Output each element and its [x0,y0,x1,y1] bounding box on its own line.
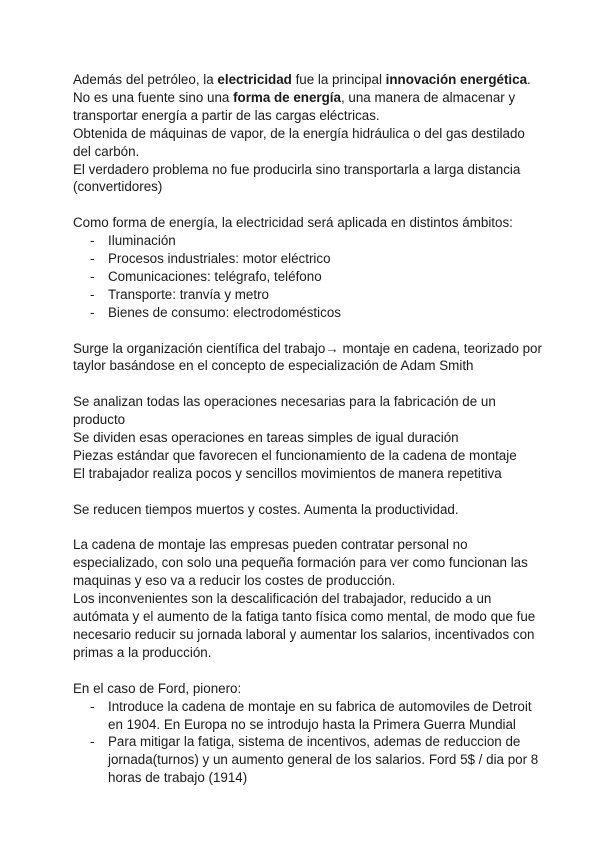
list-item: - Bienes de consumo: electrodomésticos [73,304,543,322]
paragraph-assembly-line [73,536,543,661]
text-line [73,71,543,89]
bullet-list-applications [73,232,543,322]
text-line: La cadena de montaje las empresas pueden contratar personal no especializado, con solo una pequeña formación para ver como funcionan las maquinas y eso va a reducir los costes de producción. [73,537,528,589]
text-line [73,89,543,125]
text-span: . [527,72,531,87]
text-line: Se dividen esas operaciones en tareas simples de igual duración [73,430,459,446]
bold-text: innovación energética [385,72,528,87]
list-item: - Transporte: tranvía y metro [73,286,543,304]
text-line: Piezas estándar que favorecen el funcionamiento de la cadena de montaje [73,447,517,463]
list-item: - Para mitigar la fatiga, sistema de incentivos, ademas de reduccion de jornada(turnos) y un aumento general de los salarios. Ford 5$ / dia por 8 horas de trabajo (1914) [73,733,543,787]
text-span: , una manera de almacenar y transportar energía a partir de las cargas eléctricas. [73,89,516,123]
text-span: No es una fuente sino una [73,89,234,105]
bold-text: forma de energía [233,89,341,105]
text-line: El trabajador realiza pocos y sencillos movimientos de manera repetitiva [73,465,502,481]
paragraph-gap [73,483,543,501]
paragraph-ford [73,680,543,787]
list-item: - Iluminación [73,232,543,250]
bold-text: electricidad [217,72,292,87]
paragraph-applications [73,214,543,321]
text-line: En el caso de Ford, pionero: [73,680,242,696]
list-item: - Comunicaciones: telégrafo, teléfono [73,268,543,286]
text-span: Además del petróleo, la [73,72,218,87]
list-item: - Introduce la cadena de montaje en su fabrica de automoviles de Detroit en 1904. En Europa no se introdujo hasta la Primera Guerra Mundial [73,698,543,734]
paragraph-gap [73,662,543,680]
paragraph-gap [73,375,543,393]
paragraph-electricity-intro [73,71,543,196]
document-body [73,71,543,787]
text-line: Se analizan todas las operaciones necesarias para la fabricación de un producto [73,394,496,428]
text-line: Como forma de energía, la electricidad será aplicada en distintos ámbitos: [73,215,513,231]
paragraph-operations [73,393,543,483]
paragraph-productivity: Se reducen tiempos muertos y costes. Aumenta la productividad. [73,501,459,517]
paragraph-scientific-organization: Surge la organización científica del trabajo→ montaje en cadena, teorizado por taylor basándose en el concepto de especialización de Adam Smith [73,340,542,374]
text-span: fue la principal [291,72,386,87]
text-line: Los inconvenientes son la descalificación del trabajador, reducido a un autómata y el aumento de la fatiga tanto física como mental, de modo que fue necesario reducir su jornada laboral y aumentar los salarios, incentivados con primas a la producción. [73,591,536,660]
paragraph-gap [73,519,543,537]
paragraph-gap [73,322,543,340]
paragraph-gap [73,196,543,214]
list-item: - Procesos industriales: motor eléctrico [73,250,543,268]
bullet-list-ford [73,698,543,788]
text-line: El verdadero problema no fue producirla sino transportarla a larga distancia (convertidores) [73,161,521,195]
text-line: Obtenida de máquinas de vapor, de la energía hidráulica o del gas destilado del carbón. [73,125,525,159]
